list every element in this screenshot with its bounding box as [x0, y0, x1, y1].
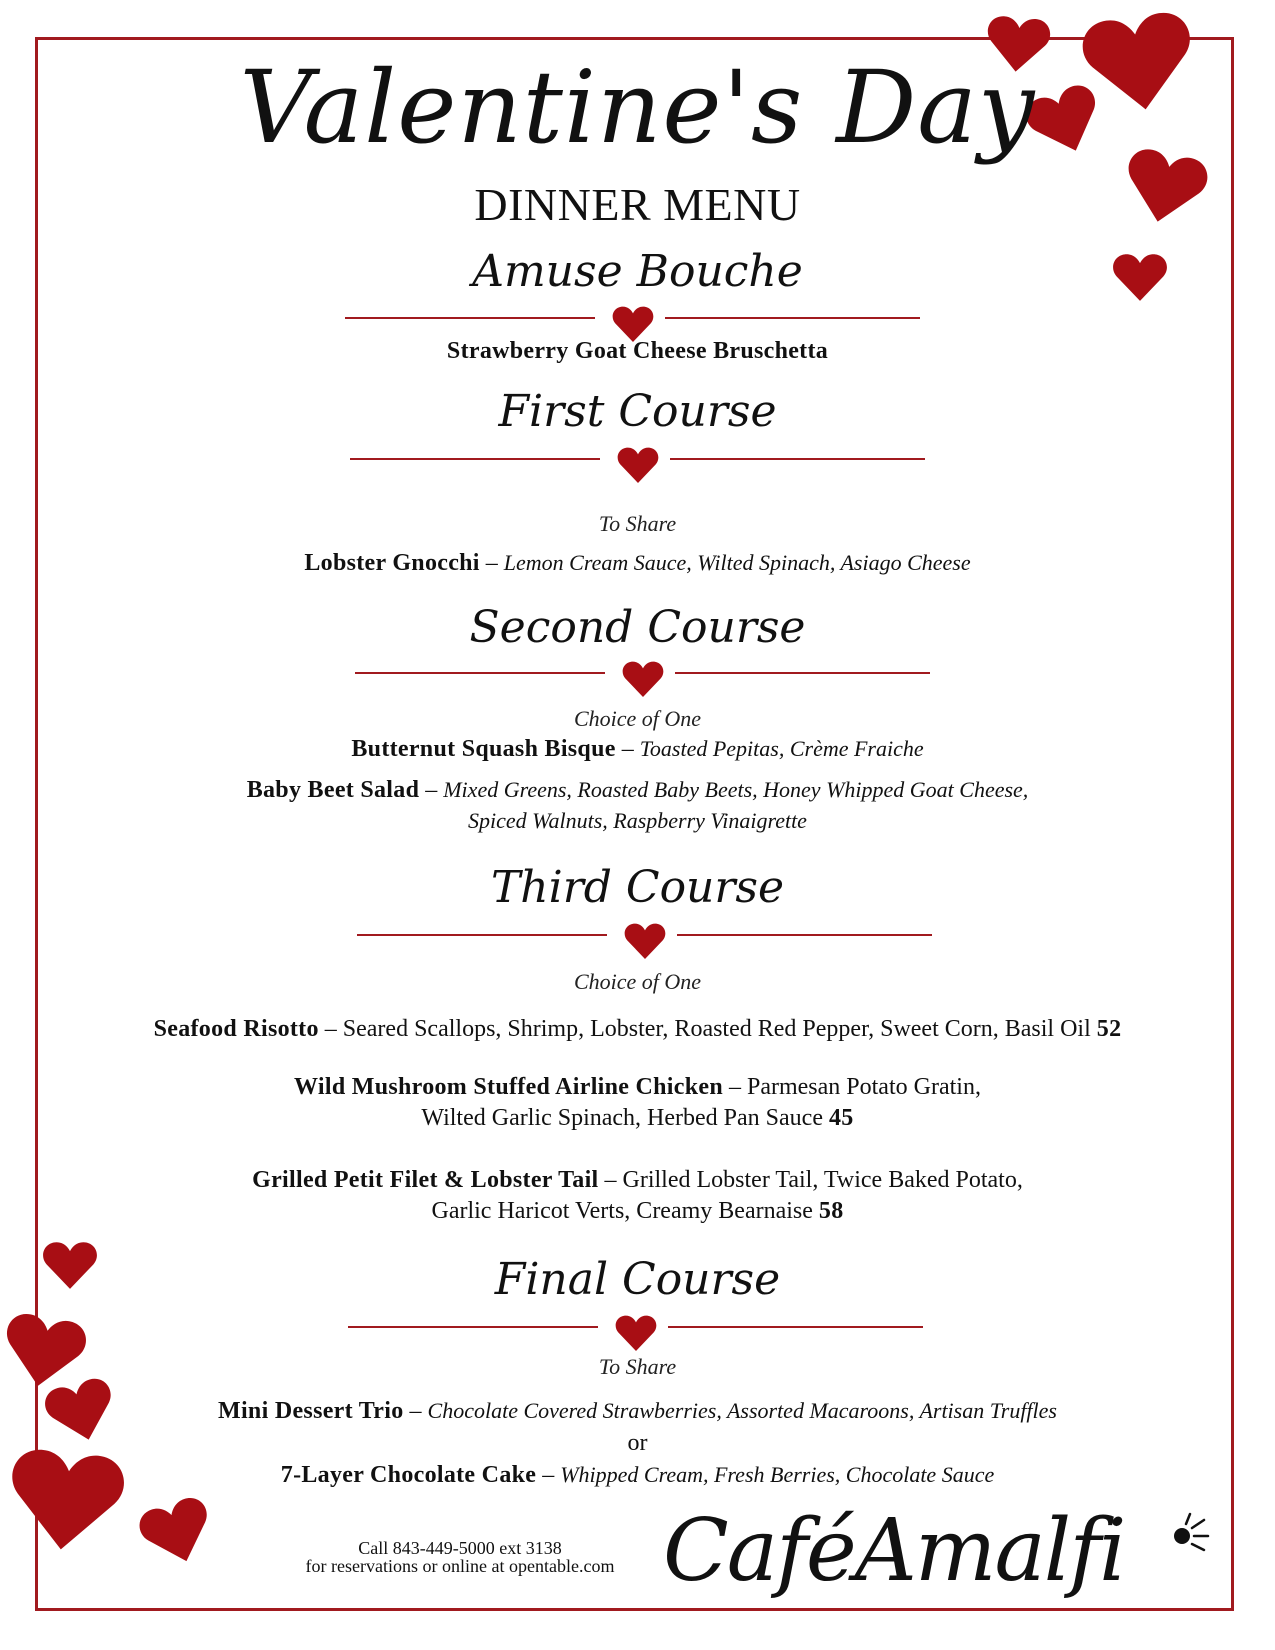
phone-line: Call 843-449-5000 ext 3138 — [358, 1538, 562, 1558]
course-note: Choice of One — [573, 706, 702, 731]
heart-icon — [622, 660, 664, 690]
heart-icon — [615, 1314, 657, 1344]
section-divider — [355, 660, 930, 690]
item-name: 7-Layer Chocolate Cake — [280, 1462, 537, 1488]
item-separator: – — [598, 1167, 623, 1193]
item-description: Seared Scallops, Shrimp, Lobster, Roasted Red Pepper, Sweet Corn, Basil Oil — [342, 1016, 1097, 1042]
logo-wordmark: CaféAmalfi — [663, 1501, 1125, 1601]
item-description: Whipped Cream, Fresh Berries, Chocolate Sauce — [560, 1462, 995, 1487]
menu-item — [0, 548, 1275, 579]
course-heading-amuse-bouche: Amuse Bouche — [472, 246, 803, 297]
menu-title: Valentine's Day — [239, 49, 1036, 166]
section-divider — [345, 305, 920, 335]
or-separator: or — [627, 1430, 648, 1456]
menu-item — [0, 775, 1275, 837]
item-separator: – — [318, 1016, 343, 1042]
course-note: Choice of One — [573, 969, 702, 994]
cafe-amalfi-logo — [663, 1500, 1223, 1610]
item-description: Toasted Pepitas, Crème Fraiche — [639, 736, 924, 761]
menu-item — [0, 734, 1275, 765]
item-separator: – — [722, 1074, 747, 1100]
item-description-cont: Wilted Garlic Spinach, Herbed Pan Sauce — [421, 1105, 829, 1132]
item-name: Seafood Risotto — [153, 1016, 319, 1042]
menu-item — [0, 1165, 1275, 1227]
menu-item — [0, 1072, 1275, 1134]
item-name: Wild Mushroom Stuffed Airline Chicken — [294, 1074, 723, 1100]
item-price: 58 — [818, 1198, 844, 1225]
course-heading-final: Final Course — [494, 1254, 781, 1305]
reservation-line: for reservations or online at opentable.com — [305, 1556, 615, 1576]
section-divider — [350, 446, 925, 476]
section-divider — [348, 1314, 923, 1344]
item-separator: – — [536, 1462, 561, 1488]
heart-icon — [624, 922, 666, 952]
item-description-cont: Garlic Haricot Verts, Creamy Bearnaise — [431, 1198, 819, 1225]
sun-icon — [1168, 1512, 1218, 1552]
item-description: Chocolate Covered Strawberries, Assorted Macaroons, Artisan Truffles — [427, 1398, 1057, 1423]
item-separator: – — [479, 550, 504, 576]
reservation-info — [270, 1539, 650, 1575]
item-name: Strawberry Goat Cheese Bruschetta — [446, 338, 829, 364]
menu-subtitle: DINNER MENU — [474, 179, 801, 230]
item-price: 52 — [1096, 1016, 1122, 1042]
item-description-cont: Spiced Walnuts, Raspberry Vinaigrette — [468, 808, 807, 834]
item-description: Parmesan Potato Gratin, — [746, 1074, 981, 1100]
course-heading-first: First Course — [498, 386, 777, 437]
course-heading-second: Second Course — [469, 602, 806, 653]
item-name: Lobster Gnocchi — [304, 550, 480, 576]
menu-item — [0, 1460, 1275, 1491]
item-separator: – — [615, 736, 640, 762]
item-separator: – — [419, 777, 444, 803]
course-note: To Share — [598, 511, 677, 536]
item-name: Baby Beet Salad — [246, 777, 420, 803]
menu-item — [0, 336, 1275, 367]
course-note: To Share — [598, 1354, 677, 1379]
item-description: Grilled Lobster Tail, Twice Baked Potato, — [622, 1167, 1023, 1193]
course-heading-third: Third Course — [490, 862, 785, 913]
item-name: Mini Dessert Trio — [218, 1398, 404, 1424]
heart-icon — [617, 446, 659, 476]
item-name: Butternut Squash Bisque — [351, 736, 616, 762]
item-price: 45 — [828, 1105, 854, 1132]
heart-icon — [612, 305, 654, 335]
section-divider — [357, 922, 932, 952]
item-separator: – — [403, 1398, 428, 1424]
menu-item — [0, 1396, 1275, 1427]
item-name: Grilled Petit Filet & Lobster Tail — [252, 1167, 599, 1193]
item-description: Lemon Cream Sauce, Wilted Spinach, Asiago Cheese — [503, 550, 971, 575]
menu-item — [0, 1014, 1275, 1045]
item-description: Mixed Greens, Roasted Baby Beets, Honey Whipped Goat Cheese, — [443, 777, 1029, 802]
